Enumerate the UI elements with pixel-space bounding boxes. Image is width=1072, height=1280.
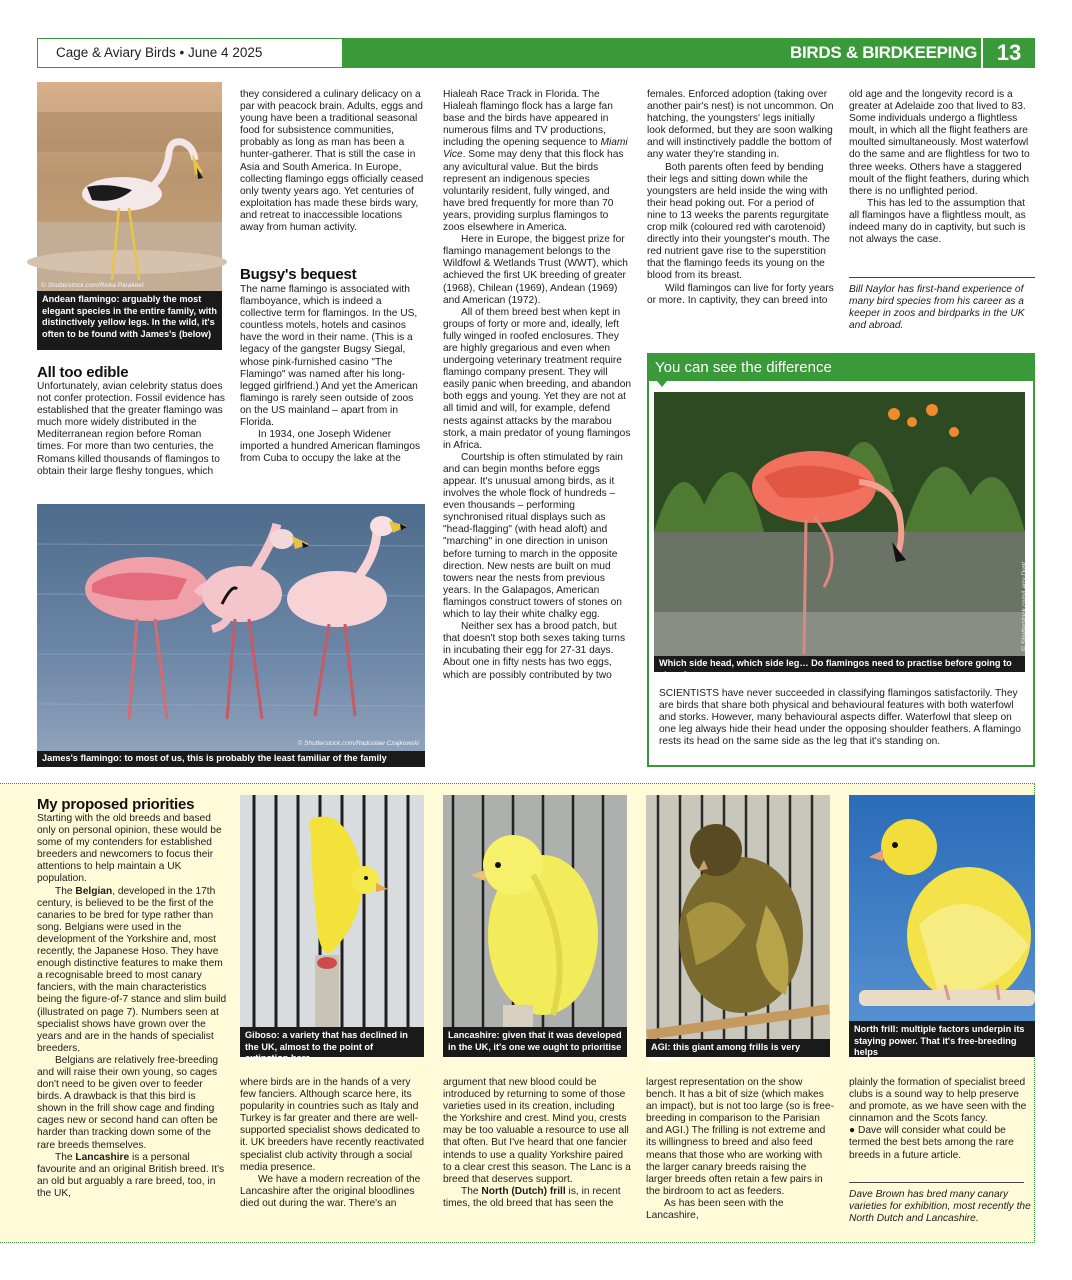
canary-paragraph: largest representation on the show bench. It has a bit of size (which makes an impact), but is not too large (so is free-breeding in comparison to the Parisian and AGI.) The frilling is not extreme and its willingness to breed and also feed means that those who are working with the larger canary breeds raising the larger breeds often retain a few pairs in the birdroom to act as feeders. [646,1077,834,1197]
agi-canary-photo [646,795,830,1057]
article-paragraph: This has led to the assumption that all flamingos have a flightless moult, as indeed many do in captivity, but such is not always the case. [849,197,1026,246]
article-paragraph [443,89,632,234]
boxout-notch [657,381,667,387]
frill-pre: The [461,1185,482,1197]
article-col2b [240,284,426,494]
lancashire-label: Lancashire [75,1151,130,1163]
article-col2a [240,89,426,259]
heading-all-too-edible: All too edible [37,364,129,381]
canary-col1 [37,813,227,1235]
andean-photo-caption: Andean flamingo: arguably the most elegant species in the entire family, with distinctively yellow legs. In the wild, it's often to be found with James's (below) [37,291,222,350]
author-bio: Bill Naylor has first-hand experience of many bird species from his career as a keeper in zoos and birdparks in the UK and abroad. [849,284,1025,332]
canary-col3 [443,1077,631,1227]
canary-col2 [240,1077,426,1227]
article-col3 [443,89,632,772]
boxout-panel [647,353,1035,767]
article-paragraph: females. Enforced adoption (taking over another pair's nest) is not uncommon. On hatching, the youngsters' legs initially look deformed, but they are soon walking and will instinctively paddle the bottom of any water they're standing in. [647,89,834,161]
north-frill-label: North (Dutch) frill [481,1185,566,1197]
article-paragraph: Both parents often feed by bending their legs and sitting down while the youngsters are held inside the wing with their head poking out. For a period of nine to 13 weeks the parents regurgitate crop milk (coloured red with carotenoid) directly into their youngster's mouth. The red nutrient gave rise to the superstition that the flamingo feeds its young on the blood from its breast. [647,161,830,282]
page-number: 13 [996,40,1022,65]
publication-header: Cage & Aviary Birds • June 4 2025 [37,38,342,68]
canary-col5 [849,1077,1035,1177]
james-flamingo-photo [37,504,425,751]
canary-paragraph: Starting with the old breeds and based only on personal opinion, these would be some of my contenders for established breeders and newcomers to focus their attentions to help maintain a UK population. [37,813,222,885]
canary-paragraph [443,1186,631,1210]
article-col5 [849,89,1035,274]
lancashire-caption: Lancashire: given that it was developed in the UK, it's one we ought to prioritise [443,1027,627,1057]
canary-paragraph: argument that new blood could be introduced by returning to some of those varieties used in its creation, including the Yorkshire and crest. Mind you, crests may be too valuable a resource to use all that often. But I've heard that one fancier intends to use a quality Yorkshire paired to a clear crest this season. The Lanc is a breed that deserves support. [443,1077,631,1185]
heading-bugsys-bequest: Bugsy's bequest [240,266,357,283]
james-photo-caption: James's flamingo: to most of us, this is probably the least familiar of the family [37,751,425,767]
boxout-title: You can see the difference [649,355,1033,381]
belgian-label: Belgian [75,885,113,897]
article-paragraph: In 1934, one Joseph Widener imported a hundred American flamingos from Cuba to occupy the lake at the [240,429,421,465]
canary-paragraph [37,886,227,1055]
article-col1 [37,381,225,493]
canary-bio-rule [849,1182,1024,1183]
boxout-text: SCIENTISTS have never succeeded in classifying flamingos satisfactorily. They are birds that share both physical and behavioural features with both waterfowl and storks. However, many behavioural aspects differ. Waterfowl that sleep on one leg always hide their head under the opposing shoulder feathers. A flamingo rests its head on the same side as the leg that it's standing on. [659,688,1021,748]
canary-paragraph: where birds are in the hands of a very few fanciers. Although scarce here, its popularity in countries such as Italy and Turkey is far greater and there are well-supported specialist shows dedicated to it. UK breeders have recently reactivated specialist club activity through a social media presence. [240,1077,425,1173]
belgian-text: , developed in the 17th century, is believed to be the first of the canaries to be bred for type rather than song. Belgians were used in the development of the Yorkshire and, most recently, the Japanese Hoso. They have enough distinctive features to make them a recognisable breed to most canary fanciers, with the main characteristics being the figure-of-7 stance and slim build (illustrated on page 7). Numbers seen at specialist shows have grown over the years and are in the hands of specialist breeders. [37,885,227,1054]
andean-flamingo-photo [37,82,222,291]
lancashire-canary-photo [443,795,627,1057]
north-frill-caption: North frill: multiple factors underpin its staying power. That it's free-breeding helps [849,1021,1035,1057]
canary-paragraph [849,1125,1035,1161]
canary-paragraph: We have a modern recreation of the Lancashire after the original bloodlines died out during the war. There's an [240,1173,421,1209]
frill-text: is, in recent times, the old breed that has seen the [443,1185,621,1209]
james-photo-credit: © Shutterstock.com/Radoslaw Czajkowski [297,740,419,747]
canary-paragraph: plainly the formation of specialist breed clubs is a sound way to help preserve and promote, as we have seen with the cinnamon and the Scots fancy. [849,1077,1027,1125]
bullet-icon: ● [849,1125,856,1137]
canary-col4 [646,1077,834,1227]
article-paragraph: The name flamingo is associated with flamboyance, which is indeed a collective term for flamingos. In the US, countless motels, hotels and casinos have the word in their name. (This is a legacy of the gangster Bugsy Siegal, whose pink-furnished casino "The Flamingo" was named after his long-legged girlfriend.) And yet the American flamingo is rarely seen outside of zoos on the US mainland – apart from in Florida. [240,284,418,429]
heading-proposed-priorities: My proposed priorities [37,796,195,813]
article-paragraph: Wild flamingos can live for forty years or more. In captivity, they can breed into [647,282,834,306]
article-paragraph: Unfortunately, avian celebrity status does not confer protection. Fossil evidence has established that the greater flamingo was much more widely distributed in the Mediterranean region before Roman times. For more than two centuries, the Romans killed thousands of flamingos to obtain their large fleshy tongues, which [37,381,226,477]
boxout-photo-credit: © Shutterstock.com/Larry Dunt [1021,562,1028,651]
canary-paragraph [37,1152,227,1200]
north-frill-canary-photo [849,795,1035,1057]
giboso-caption: Giboso: a variety that has declined in the UK, almost to the point of extinction here [240,1027,424,1057]
canary-author-bio: Dave Brown has bred many canary varieties for exhibition, most recently the North Dutch and Lancashire. [849,1189,1031,1225]
section-header-bar [342,38,1035,68]
lancashire-pre: The [55,1151,76,1163]
miami-vice-title: Miami Vice [443,137,628,161]
col3-text-a1: Hialeah Race Track in Florida. The Hialeah flamingo flock has a large fan base and the birds have appeared in numerous films and TV productions, including the opening sequence to [443,89,613,149]
article-paragraph: All of them breed best when kept in groups of forty or more and, ideally, left fully winged in roofed enclosures. They are highly gregarious and even when undergoing veterinary treatment require flamingo company present. They will easily panic when breeding, and abandon both eggs and young. Yet they are not at all timid and will, for example, defend nests against attacks by the marabou stork, a main predator of young flamingos in Africa. [443,306,632,451]
andean-photo-credit: © Shutterstock.com/Riska Parakeet [41,282,144,289]
article-paragraph: they considered a culinary delicacy on a par with peacock brain. Adults, eggs and young have been a traditional seasonal food for subsistence communities, probably as long as man has been a hunter-gatherer. That is still the case in Asia and South America. In Europe, collecting flamingo eggs officially ceased only twenty years ago. Yet centuries of exploitation has made these birds wary, and retreat to inaccessible locations away from human activity. [240,89,424,234]
canary-paragraph: As has been seen with the Lancashire, [646,1197,784,1222]
giboso-canary-photo [240,795,424,1057]
col3-text-a2: . Some may deny that this flock has any avicultural value. But the birds represent an indigenous species voluntarily resident, fully winged, and have bred frequently for more than 70 years, providing surplus flamingos to zoos elsewhere in America. [443,149,624,234]
boxout-photo-caption: Which side head, which side leg… Do flamingos need to practise before going to sleep? [654,656,1025,672]
section-title: BIRDS & BIRDKEEPING [790,43,977,62]
article-col4 [647,89,835,341]
article-paragraph: Here in Europe, the biggest prize for flamingo management belongs to the Wildfowl & Wetlands Trust (WWT), which achieved the first UK breeding of greater (1968), Chilean (1969), Andean (1969) and American (1972). [443,234,628,306]
canary-paragraph: Belgians are relatively free-breeding and will raise their own young, so cages don't need to be given over to feeder birds. A drawback is that this bird is shown in the frill show cage and finding cages new or second hand can often be harder than tracking down some of the rare breeds themselves. [37,1054,219,1151]
closing-text: Dave will consider what could be termed the best bets among the rare breeds in a future article. [849,1125,1014,1161]
article-paragraph: Neither sex has a brood patch, but that doesn't stop both sexes taking turns in incubating their egg for 27-31 days. About one in fifty nests has two eggs, which are possibly contributed by two [443,621,626,681]
belgian-pre: The [55,885,76,897]
article-paragraph: Courtship is often stimulated by rain and can begin months before eggs appear. It's unusual among birds, as it involves the whole flock of hundreds – even thousands – performing synchronised ritual displays such as "head-flagging" (with head aloft) and "marching" in one direction in unison before turning to march in the opposite direction. New nests are built on mud towers near the nests from previous years. In the Galapagos, American flamingos construct towers of stones on which to lay their white chalky egg. [443,451,623,621]
lancashire-text: is a personal favourite and an original British breed. It's an old but arguably a rare breed, too, in the UK, [37,1151,225,1199]
article-paragraph: old age and the longevity record is a greater at Adelaide zoo that lived to 83. Some individuals undergo a flightless moult, in which all the flight feathers are moulted simultaneously. Most waterfowl do the same and are flightless for two to three weeks. Others have a staggered moult of the flight feathers, during which there is no unflighted period. [849,89,1030,197]
agi-caption: AGI: this giant among frills is very scarce [646,1039,830,1057]
bio-rule [849,277,1035,278]
sleeping-flamingo-photo [654,392,1028,656]
